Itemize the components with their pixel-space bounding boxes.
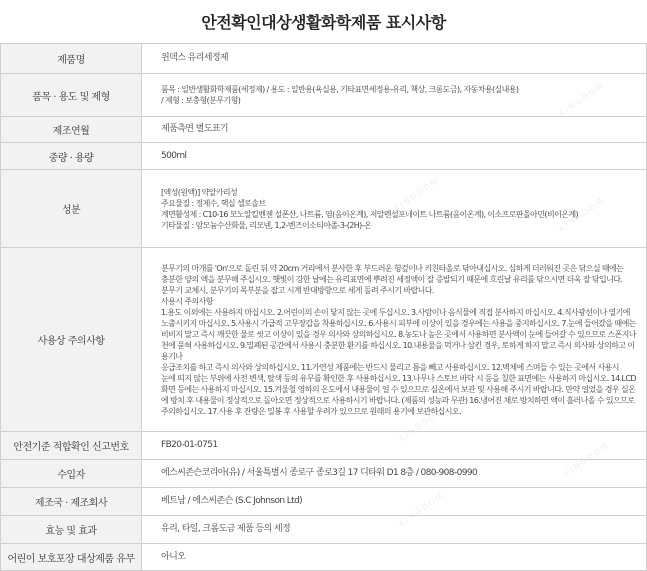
row-value <box>142 74 647 117</box>
row-label: 어린이 보호포장 대상제품 유무 <box>1 544 142 571</box>
value-line: 노출시키지 마십시오. 5.사용시 가급적 고무장갑을 착용하십시오. 6.사용시 피부에 이상이 있을 경우에는 사용을 중지하십시오. 7.눈에 들어갔을 때에는 <box>161 318 636 328</box>
table-row <box>1 44 647 74</box>
watermark: KINGDOM <box>557 80 606 119</box>
row-label: 수입자 <box>1 460 142 488</box>
table-row <box>1 544 647 571</box>
watermark: KINGDOM <box>232 285 281 324</box>
table-row <box>1 516 647 544</box>
watermark: KINGDOM <box>397 405 446 444</box>
row-label: 제조연월 <box>1 117 142 143</box>
value-line: 천에 묻혀 사용하십시오. 9.밀폐된 공간에서 사용시 충분한 환기를 하십시오. 10.내용물을 먹거나 삼킨 경우, 토하게 하지 말고 즉시 의사와 상의하고 이 용기나 <box>161 340 635 361</box>
value-line: 응급조치를 하고 즉시 의사와 상의하십시오. 11.가연성 제품에는 반드시 물리고 틈을 빼고 사용하십시오. 12.벽체에 스며들 수 있는 곳에서 사용시 <box>161 362 619 372</box>
row-label: 사용상 주의사항 <box>1 248 142 432</box>
table-row <box>1 117 647 143</box>
value-line: 주의하십시오. 17.사용 후 잔량은 밀봉 후 사용할 우려가 있으므로 원래의 용기에 보관하십시오. <box>161 406 461 416</box>
value-line: 분무기의 마개를 'On'으로 돌린 뒤 약 20cm 거리에서 분사한 후 부드러운 헝겊이나 키친타올로 닦아내십시오. 심하게 더러워진 곳은 닦으실 때에는 <box>161 263 624 273</box>
value-line: 주요물질 : 정제수, 핵실 셀로솔브 <box>161 198 266 208</box>
row-value: 베트남 / 에스씨존슨 (S.C Johnson Ltd) <box>142 488 647 516</box>
row-value: 제품측면 별도표기 <box>142 117 647 143</box>
table-row <box>1 74 647 117</box>
row-value: 아니오 <box>142 544 647 571</box>
value-line: 충분한 양의 액을 분무해 주십시오. 햇빛이 강한 날에는 유리표면에 뿌려진 세정액이 잘 증발되기 때문에 흐린날 유리를 닦으시면 더욱 잘 닦입니다. <box>161 274 623 284</box>
row-value: FB20-01-0751 <box>142 432 647 460</box>
value-line: 에 방치 후 내용물이 정상적으로 돌아오면 정상적으로 사용하시기 바랍니다. (제품의 성능과 무관) 16.냉어진 채로 방치하면 액이 흘러나올 수 있으므로 <box>161 395 635 405</box>
row-value: 500ml <box>142 143 647 170</box>
table-row <box>1 432 647 460</box>
row-value <box>142 248 647 432</box>
product-info-table <box>0 43 647 571</box>
row-value: 에스씨존슨코리아(유) / 서울특별시 종로구 종로3길 17 디타워 D1 8층 / 080-908-0990 <box>142 460 647 488</box>
value-line: 기타물질 : 암모늄수산화물, 리모넨, 1,2-벤즈이소티아졸-3-(2H)-온 <box>161 220 372 230</box>
watermark: KINGDOM <box>557 195 606 234</box>
value-line: [액성(원액)] 약알카리성 <box>161 187 238 197</box>
row-value <box>142 170 647 248</box>
value-line: 화면 등에는 사용하지 마십시오. 15.겨울철 영하의 온도에서 내용물이 얼 수 있으므로 실온에서 보관 및 사용해 주시기 바랍니다. 만약 얼었을 경우 실온 <box>161 384 636 394</box>
page-title: 안전확인대상생활화학제품 표시사항 <box>201 13 446 32</box>
value-line: 분무기 교체시, 분무기의 목부분을 잡고 시계 반대방향으로 세게 돌려 주시기 바랍니다. <box>161 285 434 295</box>
row-value: 윈덱스 유리세정제 <box>142 44 647 74</box>
value-line: 사용시 주의사항 <box>161 296 213 306</box>
row-label: 성분 <box>1 170 142 248</box>
row-value: 유리, 타일, 크롬도금 제품 등의 세정 <box>142 516 647 544</box>
row-label: 제품명 <box>1 44 142 74</box>
row-label: 품목 · 용도 및 제형 <box>1 74 142 117</box>
value-line: 1.용도 이외에는 사용하지 마십시오. 2.어린이의 손이 닿지 않는 곳에 두십시오. 3.사람이나 음식물에 직접 분사하지 마십시오. 4.직사광선이나 열기에 <box>161 307 630 317</box>
value-line: 눈에 띄지 않는 부위에 사전 변색, 탈색 등의 유무를 확인한 후 사용하십시오. 13.나무나 스토브 바닥 시 등을 칠한 표면에는 사용하지 마십시오. 14.LCD <box>161 373 636 383</box>
watermark: KINGDOM <box>562 315 611 354</box>
table-row <box>1 460 647 488</box>
row-label: 효능 및 효과 <box>1 516 142 544</box>
row-label: 중량 · 용량 <box>1 143 142 170</box>
table-row <box>1 143 647 170</box>
value-line: 품목 : 일반생활화학제품(세정제) / 용도 : 일반용(욕실용, 기타표면세정용-유리, 책상, 크롬도금), 자동차용(실내용) <box>161 85 519 94</box>
value-line: 계면활성제 : C10-16 모노알킬벤젠 설폰산, 나트륨, 염(음이온계), 저알렌설포네이트 나트륨(음이온계), 이소프로판올아민(비이온계) <box>161 209 578 219</box>
value-line: 비비지 말고 즉시 깨끗한 물로 씻고 이상이 있을 경우 의사와 상의하십시오. 8.농도나 높은 곳에서 사용하면 분사액이 눈에 들어갈 수 있으므로 스폰지나 <box>161 329 636 339</box>
table-row <box>1 488 647 516</box>
watermark: KINGDOM <box>392 175 441 214</box>
watermark: KINGDOM <box>397 490 446 529</box>
value-line: / 제형 : 보충형(분무기형) <box>161 96 241 105</box>
table-row <box>1 170 647 248</box>
row-label: 안전기준 적합확인 신고번호 <box>1 432 142 460</box>
row-label: 제조국 · 제조회사 <box>1 488 142 516</box>
table-row <box>1 248 647 432</box>
watermark: KINGDOM <box>562 440 611 479</box>
